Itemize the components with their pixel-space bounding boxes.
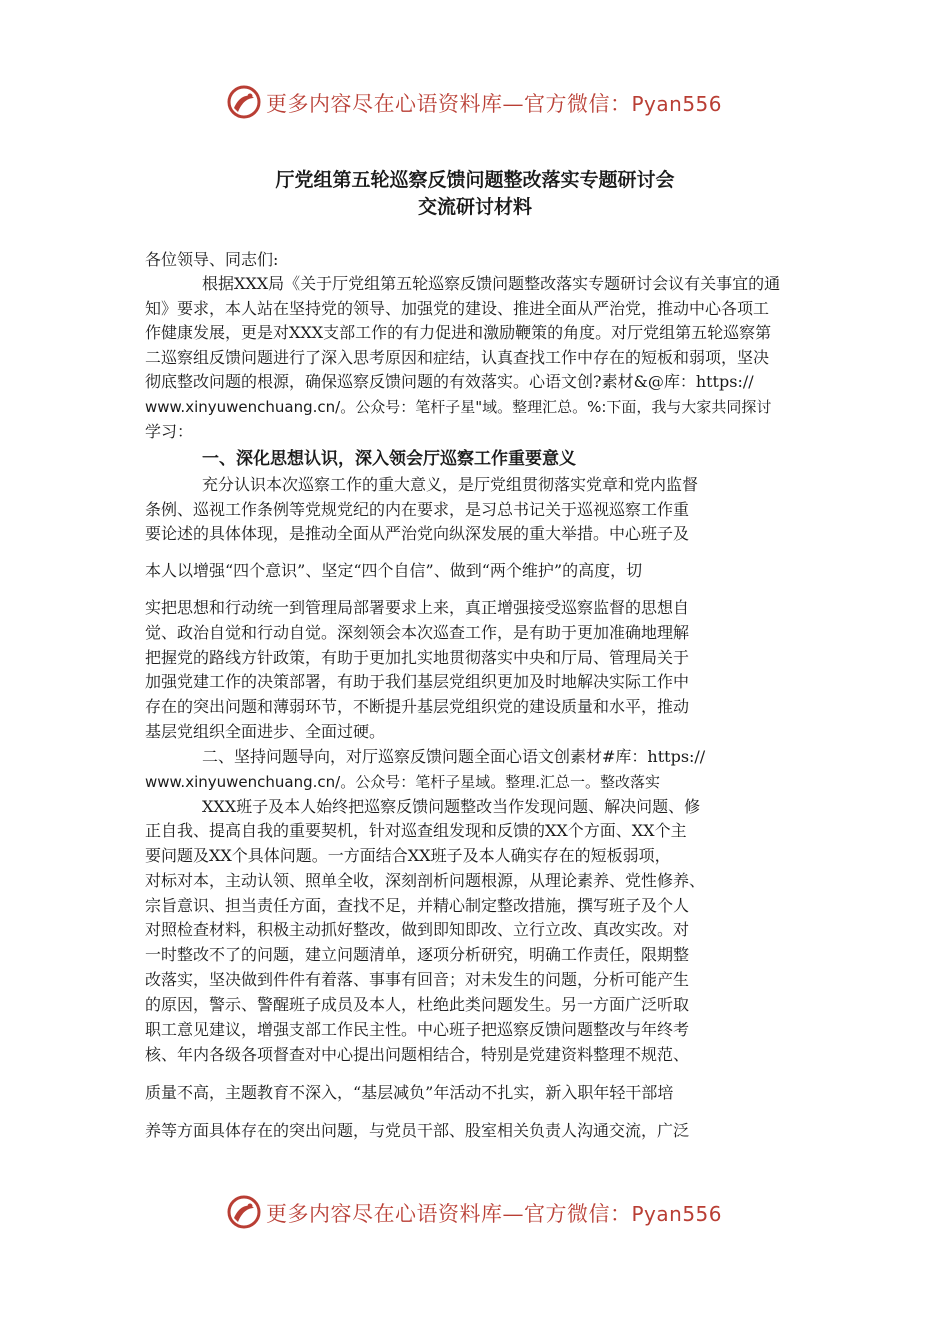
body-line: 知》要求，本人站在坚持党的领导、加强党的建设、推进全面从严治党，推动中心各项工 — [145, 299, 770, 318]
banner-text: 更多内容尽在心语资料库—官方微信：Pyan556 — [266, 1202, 723, 1226]
body-line: 宗旨意识、担当责任方面，查找不足，并精心制定整改措施，撰写班子及个人 — [145, 896, 690, 915]
document-title: 厅党组第五轮巡察反馈问题整改落实专题研讨会 — [275, 169, 675, 191]
header-watermark-banner — [0, 82, 950, 122]
banner-account: Pyan556 — [631, 92, 723, 116]
body-line: www.xinyuwenchuang.cn/。公众号：笔杆子星"域。整理汇总。%:下面，我与大家共同探讨 — [145, 398, 772, 416]
body-line: 彻底整改问题的根源，确保巡察反馈问题的有效落实。心语文创?素材&@库：https:// — [145, 372, 754, 391]
body-line: 实把思想和行动统一到管理局部署要求上来，真正增强接受巡察监督的思想自 — [145, 598, 690, 617]
body-line: XXX班子及本人始终把巡察反馈问题整改当作发现问题、解决问题、修 — [202, 797, 701, 816]
body-line: 职工意见建议，增强支部工作民主性。中心班子把巡察反馈问题整改与年终考 — [145, 1020, 690, 1039]
body-line: 作健康发展，更是对XXX支部工作的有力促进和激励鞭策的角度。对厅党组第五轮巡察第 — [145, 323, 772, 342]
banner-text: 更多内容尽在心语资料库—官方微信：Pyan556 — [266, 92, 723, 116]
body-line: 质量不高，主题教育不深入，“基层减负”年活动不扎实，新入职年轻干部培 — [145, 1083, 674, 1102]
logo-icon — [226, 84, 262, 120]
section-heading-1: 一、深化思想认识，深入领会厅巡察工作重要意义 — [202, 449, 576, 469]
body-line: 改落实，坚决做到件件有着落、事事有回音；对未发生的问题，分析可能产生 — [145, 970, 690, 989]
body-line: 把握党的路线方针政策，有助于更加扎实地贯彻落实中央和厅局、管理局关于 — [145, 648, 690, 667]
body-line: 充分认识本次巡察工作的重大意义，是厅党组贯彻落实党章和党内监督 — [202, 475, 699, 494]
logo-icon — [226, 1194, 262, 1230]
body-line: 存在的突出问题和薄弱环节，不断提升基层党组织党的建设质量和水平，推动 — [145, 697, 690, 716]
body-line: 一时整改不了的问题，建立问题清单，逐项分析研究，明确工作责任，限期整 — [145, 945, 690, 964]
body-line: 二巡察组反馈问题进行了深入思考原因和症结，认真查找工作中存在的短板和弱项，坚决 — [145, 348, 770, 367]
section-heading-2: 二、坚持问题导向，对厅巡察反馈问题全面心语文创素材#库：https:// — [202, 747, 706, 766]
body-line: 加强党建工作的决策部署，有助于我们基层党组织更加及时地解决实际工作中 — [145, 672, 690, 691]
footer-watermark-banner — [0, 1192, 950, 1232]
body-line: www.xinyuwenchuang.cn/。公众号：笔杆子星域。整理.汇总一。整改落实 — [145, 773, 660, 791]
body-line: 的原因，警示、警醒班子成员及本人，杜绝此类问题发生。另一方面广泛听取 — [145, 995, 690, 1014]
body-line: 基层党组织全面进步、全面过硬。 — [145, 722, 386, 741]
body-line: 本人以增强“四个意识”、坚定“四个自信”、做到“两个维护”的高度，切 — [145, 561, 643, 580]
body-line: 条例、巡视工作条例等党规党纪的内在要求，是习总书记关于巡视巡察工作重 — [145, 500, 690, 519]
salutation: 各位领导、同志们: — [145, 250, 279, 269]
body-line: 觉、政治自觉和行动自觉。深刻领会本次巡查工作，是有助于更加准确地理解 — [145, 623, 690, 642]
body-line: 根据XXX局《关于厅党组第五轮巡察反馈问题整改落实专题研讨会议有关事宜的通 — [202, 274, 781, 293]
body-line: 正自我、提高自我的重要契机，针对巡查组发现和反馈的XX个方面、XX个主 — [145, 821, 687, 840]
body-line: 要问题及XX个具体问题。一方面结合XX班子及本人确实存在的短板弱项， — [145, 846, 671, 865]
body-line: 要论述的具体体现，是推动全面从严治党向纵深发展的重大举措。中心班子及 — [145, 524, 690, 543]
body-line: 养等方面具体存在的突出问题，与党员干部、股室相关负责人沟通交流，广泛 — [145, 1121, 690, 1140]
body-line: 对照检查材料，积极主动抓好整改，做到即知即改、立行立改、真改实改。对 — [145, 920, 690, 939]
document-subtitle: 交流研讨材料 — [417, 196, 532, 218]
body-line: 对标对本，主动认领、照单全收，深刻剖析问题根源，从理论素养、党性修养、 — [145, 871, 706, 890]
banner-account: Pyan556 — [631, 1202, 723, 1226]
body-line: 核、年内各级各项督查对中心提出问题相结合，特别是党建资料整理不规范、 — [145, 1045, 690, 1064]
body-line: 学习： — [145, 422, 194, 441]
